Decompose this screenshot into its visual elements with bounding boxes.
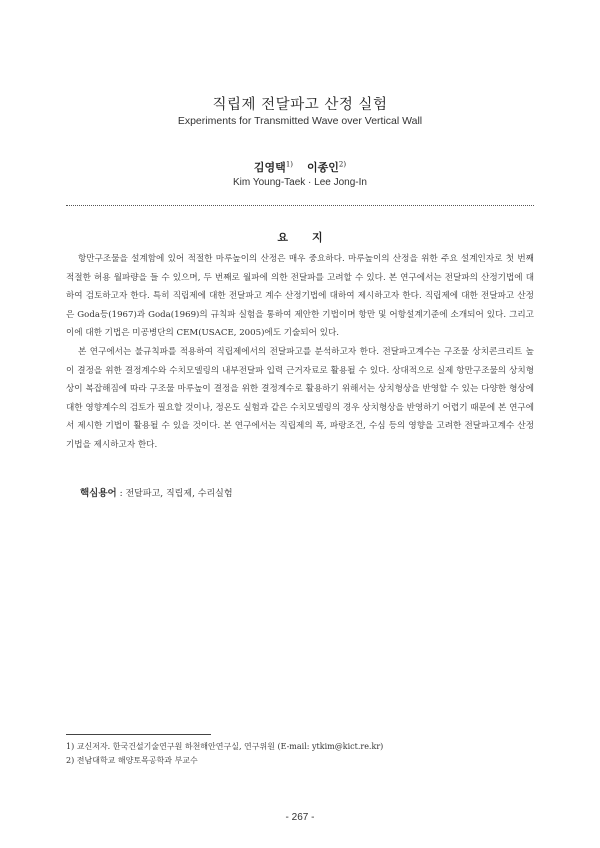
author-name: 김영택 <box>253 161 286 174</box>
abstract-paragraph: 본 연구에서는 불규칙파를 적용하여 직립제에서의 전달파고를 분석하고자 한다. 전달파고계수는 구조물 상치콘크리트 높이 결정을 위한 결정계수와 수치모델링의 내부전달파 입력 근거자료로 활용될 수 있다. 상대적으로 실제 항만구조물의 상치형상이 복잡해짐에 따라 구조물 마루높이 결정을 위한 결정계수로 활용하기 위해서는 상치형상을 반영할 수 있는 다양한 형상에 대한 영향계수의 검토가 필요할 것이나, 정온도 실험과 같은 수치모델링의 경우 상치형상을 반영하기 어렵기 때문에 본 연구에서 제시한 기법이 활용될 수 있을 것이다. 본 연구에서는 직립제의 폭, 파랑조건, 수심 등의 영향을 고려한 전달파고계수 산정기법을 제시하고자 한다. <box>66 346 534 450</box>
keywords <box>80 485 233 499</box>
keywords-terms: 전달파고, 직립제, 수리실험 <box>125 489 233 499</box>
dotted-divider <box>66 205 534 206</box>
footnotes <box>66 740 534 768</box>
author-name: 이종인 <box>307 161 339 174</box>
page-number: - 267 - <box>285 812 315 823</box>
abstract-body <box>66 250 534 455</box>
author-footnote-mark[interactable]: 2) <box>338 160 347 169</box>
author-footnote-mark[interactable]: 1) <box>285 160 293 169</box>
paper-title: 직립제 전달파고 산정 실험 <box>212 97 388 113</box>
footnote-rule <box>66 734 211 735</box>
abstract-paragraph: 항만구조물을 설계함에 있어 적절한 마루높이의 산정은 매우 중요하다. 마루높이의 산정을 위한 주요 설계인자로 첫 번째 적절한 허용 월파량을 들 수 있으며, 두 번째로 월파에 의한 전달파를 고려할 수 있다. 본 연구에서는 전달파의 산정기법에 대하여 검토하고자 한다. 특히 직립제에 대한 전달파고 계수 산정기법에 대하여 제시하고자 한다. 직립제에 대한 전달파고 산정은 Goda등(1967)과 Goda(1969)의 규칙파 실험을 통하여 제안한 기법이며 항만 및 어항설계기준에 소개되어 있다. 그리고 이에 대한 기법은 미공병단의 CEM(USACE, 2005)에도 기술되어 있다. <box>66 254 534 339</box>
keywords-separator: : <box>116 489 126 499</box>
footnote: 2) 전남대학교 해양토목공학과 부교수 <box>66 756 198 765</box>
abstract-heading: 요지 <box>277 231 347 244</box>
keywords-label: 핵심용어 <box>80 488 117 499</box>
author-list <box>0 159 600 175</box>
author-list-english: Kim Young-Taek · Lee Jong-In <box>233 177 367 188</box>
footnote: 1) 교신저자. 한국건설기술연구원 하천해안연구실, 연구위원 (E-mail: ytkim@kict.re.kr) <box>66 742 384 751</box>
paper-title-english: Experiments for Transmitted Wave over Vertical Wall <box>177 115 423 127</box>
